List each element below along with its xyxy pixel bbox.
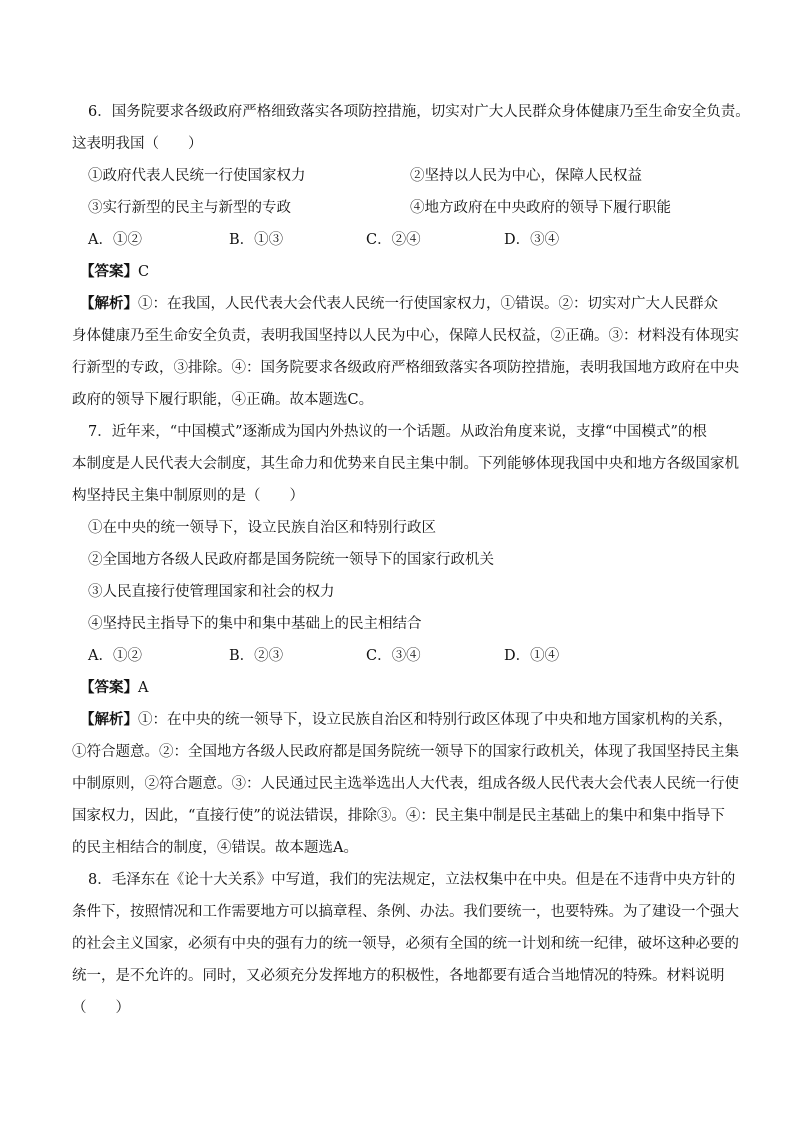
q8-stem-line: 的社会主义国家，必须有中央的强有力的统一领导，必须有全国的统一计划和统一纪律，破坏这种必要的 <box>72 936 739 952</box>
q6-option-a: A．①② <box>88 232 142 248</box>
q8-stem-line: 统一，是不允许的。同时，又必须充分发挥地方的积极性，各地都要有适合当地情况的特殊。材料说明 <box>72 968 725 984</box>
q6-options-row <box>72 224 724 256</box>
q6-answer-value: C <box>138 264 150 280</box>
q8-stem-line: 8．毛泽东在《论十大关系》中写道，我们的宪法规定，立法权集中在中央。但是在不违背中央方针的 <box>88 872 736 888</box>
q6-analysis-line <box>72 288 724 320</box>
q6-item-3: ③实行新型的民主与新型的专政 <box>88 200 291 216</box>
q7-analysis-line: 中制原则，②符合题意。③：人民通过民主选举选出人大代表，组成各级人民代表大会代表人民统一行使 <box>72 776 739 792</box>
q7-option-a: A．①② <box>88 648 142 664</box>
q6-stem-line: 6．国务院要求各级政府严格细致落实各项防控措施，切实对广大人民群众身体健康乃至生命安全负责。 <box>88 104 750 120</box>
q7-option-d: D．①④ <box>504 648 560 664</box>
q6-answer <box>72 256 724 288</box>
q7-analysis-text: ①：在中央的统一领导下，设立民族自治区和特别行政区体现了中央和地方国家机构的关系， <box>138 712 733 728</box>
q6-items-row-1 <box>72 160 724 192</box>
q7-option-c: C．③④ <box>366 648 421 664</box>
q7-stem-line: 7．近年来，“中国模式”逐渐成为国内外热议的一个话题。从政治角度来说，支撑“中国模式”的根 <box>88 424 707 440</box>
q7-analysis-line <box>72 704 733 736</box>
q6-item-1: ①政府代表人民统一行使国家权力 <box>88 168 306 184</box>
q7-answer-label: 【答案】 <box>80 679 138 696</box>
q7-analysis-line: 国家权力，因此，“直接行使”的说法错误，排除③。④：民主集中制是民主基础上的集中和集中指导下 <box>72 808 725 824</box>
q7-stem-line: 构坚持民主集中制原则的是（ ） <box>72 488 304 504</box>
q6-analysis-line: 身体健康乃至生命安全负责，表明我国坚持以人民为中心，保障人民权益，②正确。③：材料没有体现实 <box>72 328 739 344</box>
q7-options-row <box>72 640 724 672</box>
q7-item-2: ②全国地方各级人民政府都是国务院统一领导下的国家行政机关 <box>88 552 494 568</box>
q6-stem-line: 这表明我国（ ） <box>72 136 203 152</box>
q8-stem-line: 条件下，按照情况和工作需要地方可以搞章程、条例、办法。我们要统一，也要特殊。为了建设一个强大 <box>72 904 739 920</box>
q6-analysis-label: 【解析】 <box>80 295 138 312</box>
q6-analysis-text: ①：在我国，人民代表大会代表人民统一行使国家权力，①错误。②：切实对广大人民群众 <box>138 296 718 312</box>
q7-stem-line: 本制度是人民代表大会制度，其生命力和优势来自民主集中制。下列能够体现我国中央和地方各级国家机 <box>72 456 739 472</box>
q6-items-row-2 <box>72 192 724 224</box>
q7-item-3: ③人民直接行使管理国家和社会的权力 <box>88 584 335 600</box>
q6-option-d: D．③④ <box>504 232 560 248</box>
q7-answer-value: A <box>138 680 149 696</box>
q6-item-2: ②坚持以人民为中心，保障人民权益 <box>410 168 642 184</box>
document-page <box>72 96 750 1024</box>
q7-answer <box>72 672 724 704</box>
q6-analysis-line: 政府的领导下履行职能，④正确。故本题选C。 <box>72 392 374 408</box>
q6-answer-label: 【答案】 <box>80 263 138 280</box>
q7-item-4: ④坚持民主指导下的集中和集中基础上的民主相结合 <box>88 616 422 632</box>
q7-analysis-line: 的民主相结合的制度，④错误。故本题选A。 <box>72 840 358 856</box>
q7-item-1: ①在中央的统一领导下，设立民族自治区和特别行政区 <box>88 520 436 536</box>
q8-stem-line: （ ） <box>72 1000 130 1016</box>
q6-item-4: ④地方政府在中央政府的领导下履行职能 <box>410 200 671 216</box>
q6-option-b: B．①③ <box>229 232 284 248</box>
q7-analysis-line: ①符合题意。②：全国地方各级人民政府都是国务院统一领导下的国家行政机关，体现了我国坚持民主集 <box>72 744 739 760</box>
q7-option-b: B．②③ <box>229 648 284 664</box>
q7-analysis-label: 【解析】 <box>80 711 138 728</box>
q6-analysis-line: 行新型的专政，③排除。④：国务院要求各级政府严格细致落实各项防控措施，表明我国地方政府在中央 <box>72 360 739 376</box>
q6-option-c: C．②④ <box>366 232 421 248</box>
